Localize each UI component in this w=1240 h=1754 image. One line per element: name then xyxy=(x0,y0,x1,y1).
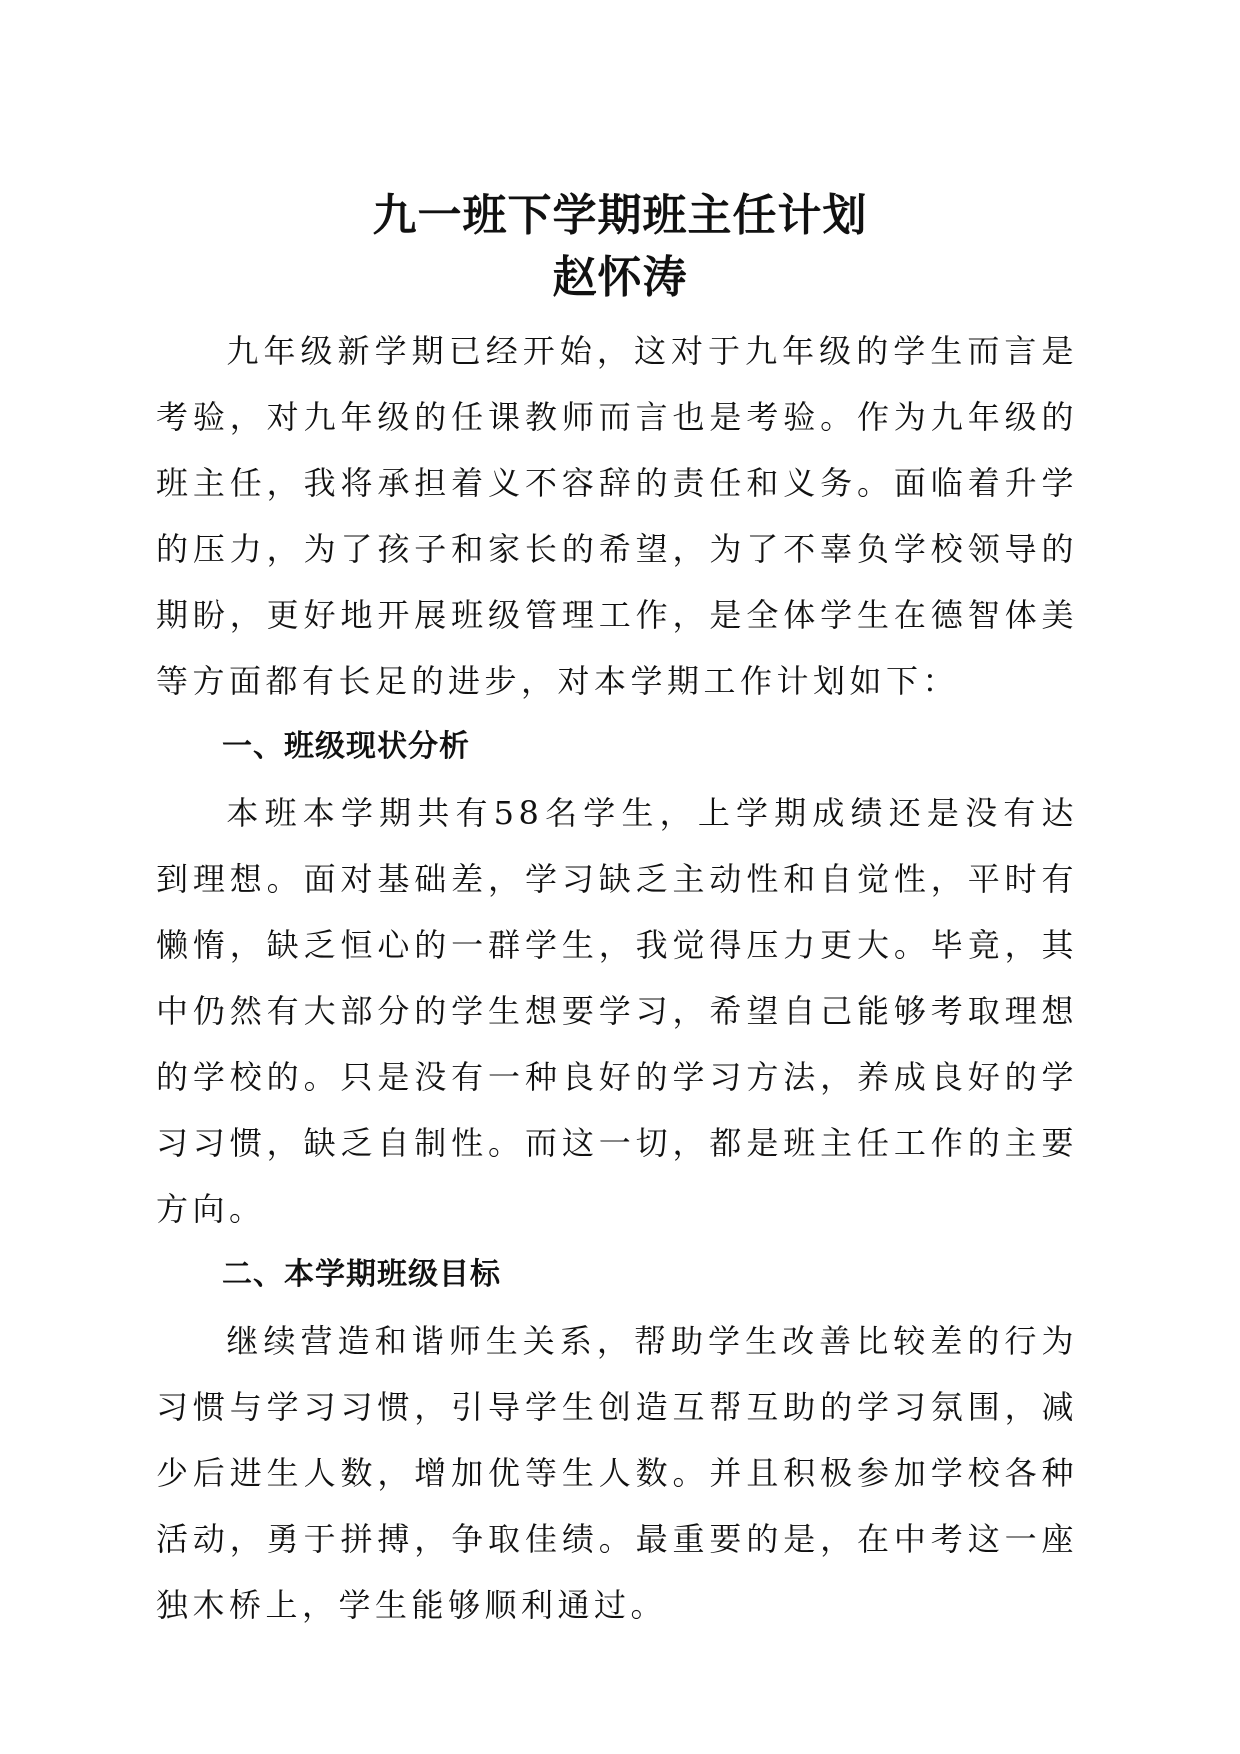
document-body xyxy=(156,318,1078,1638)
document-title: 九一班下学期班主任计划 xyxy=(372,190,868,241)
document-author: 赵怀涛 xyxy=(552,252,688,303)
intro-paragraph: 九年级新学期已经开始，这对于九年级的学生而言是考验，对九年级的任课教师而言也是考验。作为九年级的班主任，我将承担着义不容辞的责任和义务。面临着升学的压力，为了孩子和家长的希望，为了不辜负学校领导的期盼，更好地开展班级管理工作，是全体学生在德智体美等方面都有长足的进步，对本学期工作计划如下： xyxy=(156,332,1078,700)
section-heading-2: 二、本学期班级目标 xyxy=(222,1257,501,1292)
section-heading-1: 一、班级现状分析 xyxy=(222,729,470,764)
section-paragraph-2: 继续营造和谐师生关系，帮助学生改善比较差的行为习惯与学习习惯，引导学生创造互帮互助的学习氛围，减少后进生人数，增加优等生人数。并且积极参加学校各种活动，勇于拼搏，争取佳绩。最重要的是，在中考这一座独木桥上，学生能够顺利通过。 xyxy=(156,1322,1078,1624)
section-paragraph-1: 本班本学期共有58名学生，上学期成绩还是没有达到理想。面对基础差，学习缺乏主动性和自觉性，平时有懒惰，缺乏恒心的一群学生，我觉得压力更大。毕竟，其中仍然有大部分的学生想要学习，希望自己能够考取理想的学校的。只是没有一种良好的学习方法，养成良好的学习习惯，缺乏自制性。而这一切，都是班主任工作的主要方向。 xyxy=(156,794,1078,1228)
